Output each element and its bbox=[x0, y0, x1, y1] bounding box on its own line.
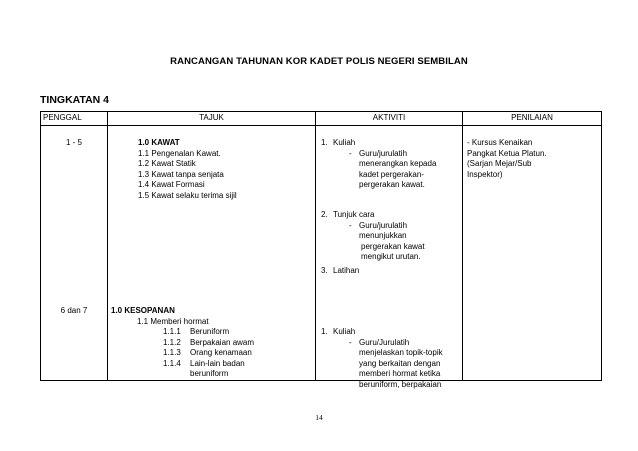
aktiviti-detail-line: memberi hormat ketika bbox=[359, 369, 441, 378]
aktiviti-dash: - bbox=[349, 220, 352, 230]
aktiviti-num: 3. bbox=[321, 266, 328, 275]
aktiviti-num: 2. bbox=[321, 210, 328, 219]
table-header-row bbox=[41, 112, 602, 126]
row1-penggal-cell bbox=[41, 126, 108, 381]
tajuk-sub: 1.1 Memberi hormat bbox=[137, 316, 209, 326]
tajuk-item-num: 1.1.2 bbox=[163, 337, 181, 347]
row1-aktiviti-cell bbox=[316, 126, 463, 389]
aktiviti-detail bbox=[321, 149, 462, 160]
level-heading: TINGKATAN 4 bbox=[40, 94, 110, 106]
row1-penilaian-cell bbox=[463, 126, 602, 381]
row1-aktiviti-3 bbox=[321, 266, 462, 277]
row1-aktiviti bbox=[321, 138, 462, 191]
aktiviti-detail-line: menunjukkan bbox=[359, 231, 407, 240]
row1-tajuk bbox=[138, 138, 315, 201]
header-aktiviti: AKTIVITI bbox=[316, 112, 463, 126]
aktiviti-dash: - bbox=[349, 148, 352, 158]
aktiviti-item bbox=[321, 327, 462, 338]
tajuk-heading-kesopanan: 1.0 KESOPANAN bbox=[111, 306, 175, 315]
tajuk-item-text: Lain-lain badan bbox=[190, 358, 245, 368]
row1-tajuk-cell bbox=[108, 126, 316, 381]
tajuk-item: 1.3 Kawat tanpa senjata bbox=[138, 169, 224, 179]
aktiviti-label: Kuliah bbox=[333, 138, 356, 147]
row1-aktiviti-2 bbox=[321, 210, 462, 263]
tajuk-item bbox=[111, 359, 315, 370]
aktiviti-detail-line: Guru/jurulatih bbox=[359, 220, 408, 230]
tajuk-item: 1.1 Pengenalan Kawat. bbox=[138, 148, 221, 158]
aktiviti-detail-line: pergerakan kawat. bbox=[359, 180, 425, 189]
penilaian-line: (Sarjan Mejar/Sub bbox=[467, 159, 532, 168]
penilaian-line: - Kursus Kenaikan bbox=[467, 138, 533, 147]
row1-penggal: 1 - 5 bbox=[65, 138, 82, 147]
aktiviti-detail-line: kadet pergerakan- bbox=[359, 169, 424, 179]
tajuk-item-continuation: beruniform bbox=[190, 369, 229, 378]
tajuk-item: 1.2 Kawat Statik bbox=[138, 159, 196, 168]
penilaian-line: Inspektor) bbox=[467, 169, 503, 179]
tajuk-item: 1.4 Kawat Formasi bbox=[138, 180, 205, 189]
aktiviti-detail-line: beruniform, berpakaian bbox=[359, 379, 442, 389]
aktiviti-detail-line: menerangkan kepada bbox=[359, 159, 437, 168]
aktiviti-detail-line: menjelaskan topik-topik bbox=[359, 348, 443, 357]
aktiviti-detail-line: Guru/Jurulatih bbox=[359, 337, 410, 347]
row2-aktiviti bbox=[321, 327, 462, 390]
aktiviti-num: 1. bbox=[321, 138, 328, 147]
aktiviti-label: Tunjuk cara bbox=[333, 210, 375, 219]
aktiviti-detail-line: Guru/jurulatih bbox=[359, 148, 408, 158]
tajuk-item-num: 1.1.3 bbox=[163, 348, 181, 357]
aktiviti-item bbox=[321, 266, 462, 277]
tajuk-heading-kawat: 1.0 KAWAT bbox=[138, 138, 180, 147]
tajuk-item: 1.5 Kawat selaku terima sijil bbox=[138, 190, 237, 200]
plan-table bbox=[40, 111, 602, 389]
aktiviti-detail-line: mengikut urutan. bbox=[361, 252, 421, 261]
tajuk-item bbox=[111, 327, 315, 338]
row2-penggal: 6 dan 7 bbox=[60, 306, 88, 315]
aktiviti-num: 1. bbox=[321, 327, 328, 336]
tajuk-item-num: 1.1.1 bbox=[163, 327, 181, 336]
aktiviti-detail bbox=[321, 221, 462, 232]
document-title: RANCANGAN TAHUNAN KOR KADET POLIS NEGERI SEMBILAN bbox=[170, 56, 468, 67]
aktiviti-detail bbox=[321, 338, 462, 349]
aktiviti-dash: - bbox=[349, 337, 352, 347]
row2-tajuk bbox=[111, 306, 315, 380]
header-penilaian: PENILAIAN bbox=[463, 112, 602, 126]
page-number: 14 bbox=[315, 413, 323, 422]
aktiviti-label: Kuliah bbox=[333, 327, 356, 336]
tajuk-item bbox=[111, 338, 315, 349]
tajuk-item bbox=[111, 348, 315, 359]
aktiviti-label: Latihan bbox=[333, 266, 360, 275]
penilaian-line: Pangkat Ketua Platun. bbox=[467, 148, 547, 158]
table-row bbox=[41, 126, 602, 381]
tajuk-item-text: Berpakaian awam bbox=[190, 337, 255, 347]
tajuk-item-num: 1.1.4 bbox=[163, 358, 181, 368]
aktiviti-item bbox=[321, 138, 462, 149]
tajuk-item-text: Orang kenamaan bbox=[190, 348, 252, 357]
header-penggal: PENGGAL bbox=[41, 112, 108, 126]
aktiviti-item bbox=[321, 210, 462, 221]
aktiviti-detail-line: pergerakan kawat bbox=[361, 241, 425, 251]
tajuk-item-text: Beruniform bbox=[190, 327, 230, 336]
row1-penilaian bbox=[467, 138, 601, 180]
aktiviti-detail-line: yang berkaitan dengan bbox=[359, 358, 441, 368]
header-tajuk: TAJUK bbox=[108, 112, 316, 126]
